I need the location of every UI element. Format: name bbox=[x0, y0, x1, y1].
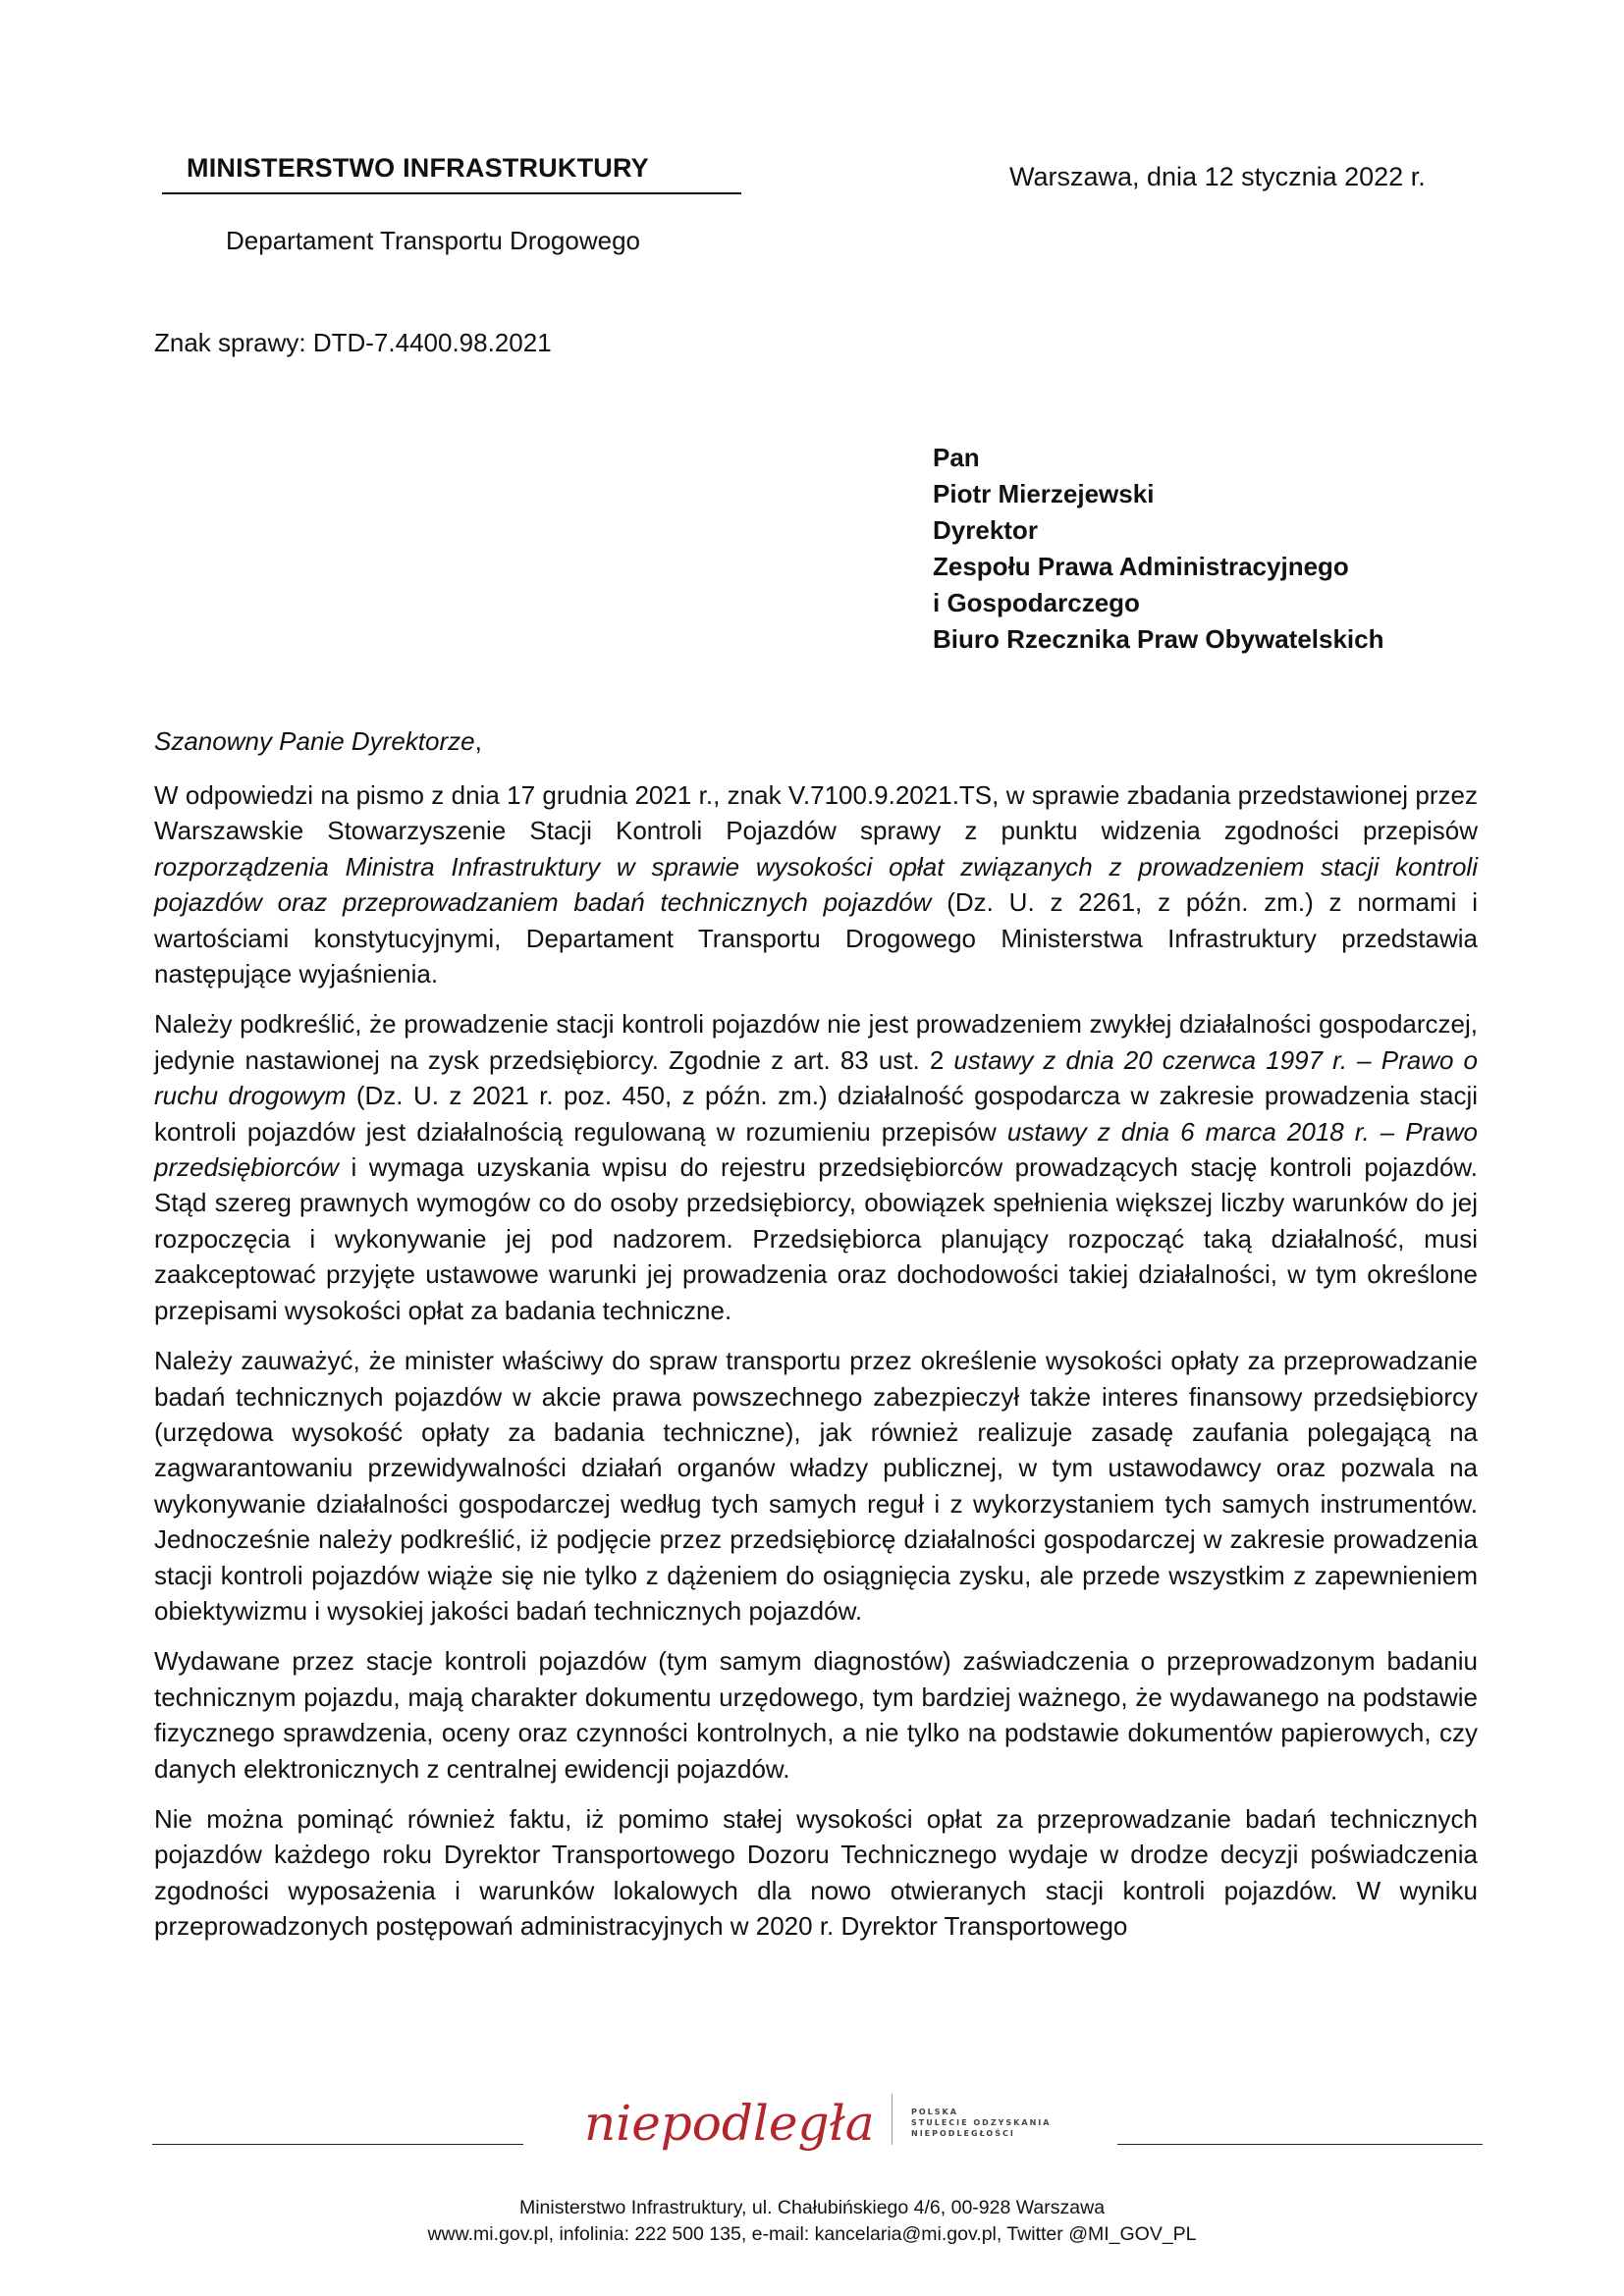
paragraph-5: Nie można pominąć również faktu, iż pomimo stałej wysokości opłat za przeprowadzanie badań technicznych pojazdów każdego roku Dyrektor Transportowego Dozoru Technicznego wydaje w drodze decyzji poświadczenia zgodności wyposażenia i warunków lokalowych dla nowo otwieranych stacji kontroli pojazdów. W wyniku przeprowadzonych postępowań administracyjnych w 2020 r. Dyrektor Transportowego bbox=[154, 1803, 1478, 1942]
paragraph-3: Należy zauważyć, że minister właściwy do spraw transportu przez określenie wysokości opłaty za przeprowadzanie badań technicznych pojazdów w akcie prawa powszechnego zabezpieczył także interes finansowy przedsiębiorcy (urzędowa wysokość opłaty za badania techniczne), jak również realizuje zasadę zaufania polegającą na zagwarantowaniu przewidywalności działań organów władzy publicznej, w tym ustawodawcy oraz pozwala na wykonywanie działalności gospodarczej według tych samych reguł i z wykorzystaniem tych samych instrumentów. Jednocześnie należy podkreślić, iż podjęcie przez przedsiębiorcę działalności gospodarczej w zakresie prowadzenia stacji kontroli pojazdów wiąże się nie tylko z dążeniem do osiągnięcia zysku, ale przede wszystkim z zapewnieniem obiektywizmu i wysokiej jakości badań technicznych pojazdów. bbox=[154, 1346, 1478, 1626]
logo-caption-line: NIEPODLEGŁOŚCI bbox=[911, 2129, 1015, 2138]
regulation-title: rozporządzenia Ministra Infrastruktury w sprawie wysokości opłat związanych z prowadzeniem stacji kontroli pojazdów oraz przeprowadzaniem badań technicznych pojazdów bbox=[154, 851, 1478, 918]
ministry-name: MINISTERSTWO INFRASTRUKTURY bbox=[187, 153, 649, 183]
logo-caption-line: STULECIE ODZYSKANIA bbox=[911, 2118, 1052, 2127]
salutation bbox=[154, 726, 482, 757]
logo-wordmark: niepodległa bbox=[584, 2095, 875, 2152]
addressee-line: i Gospodarczego bbox=[933, 588, 1140, 617]
case-reference: Znak sprawy: DTD-7.4400.98.2021 bbox=[154, 328, 552, 357]
ministry-underline bbox=[162, 192, 741, 194]
paragraph-text: (Dz. U. z 2021 r. poz. 450, z późn. zm.) działalność gospodarcza w zakresie prowadzenia stacji kontroli pojazdów jest działalnością regulowaną w rozumieniu przepisów bbox=[154, 1081, 1478, 1147]
salutation-text: Szanowny Panie Dyrektorze bbox=[154, 726, 475, 756]
act-title: ustawy z dnia 6 marca 2018 r. – Prawo przedsiębiorców bbox=[154, 1116, 1478, 1183]
footer-address bbox=[0, 2195, 1624, 2248]
department-name: Departament Transportu Drogowego bbox=[226, 226, 641, 255]
footer-rule-left bbox=[152, 2144, 523, 2145]
paragraph-text: i wymaga uzyskania wpisu do rejestru przedsiębiorców prowadzących stację kontroli pojazdów. Stąd szereg prawnych wymogów co do osoby przedsiębiorcy, obowiązek spełnienia większej liczby warunków do jej rozpoczęcia i wykonywanie jej pod nadzorem. Przedsiębiorca planujący rozpocząć taką działalność, musi zaakceptować przyjęte ustawowe warunki jej prowadzenia oraz dochodowości takiej działalności, w tym określone przepisami wysokości opłat za badania techniczne. bbox=[154, 1152, 1478, 1325]
addressee-line: Piotr Mierzejewski bbox=[933, 479, 1155, 508]
paragraph-4: Wydawane przez stacje kontroli pojazdów (tym samym diagnostów) zaświadczenia o przeprowadzonym badaniu technicznym pojazdu, mają charakter dokumentu urzędowego, tym bardziej ważnego, że wydawanego na podstawie fizycznego sprawdzenia, oceny oraz czynności kontrolnych, a nie tylko na podstawie dokumentów papierowych, czy danych elektronicznych z centralnej ewidencji pojazdów. bbox=[154, 1646, 1478, 1784]
act-title: ustawy z dnia 20 czerwca 1997 r. – Prawo o ruchu drogowym bbox=[154, 1044, 1478, 1111]
salutation-punct: , bbox=[474, 726, 482, 756]
logo-caption bbox=[911, 2107, 1051, 2139]
footer-address-line: Ministerstwo Infrastruktury, ul. Chałubińskiego 4/6, 00-928 Warszawa bbox=[518, 2197, 1106, 2218]
footer-rule-right bbox=[1117, 2144, 1483, 2145]
paragraph-1 bbox=[154, 777, 1478, 991]
footer-contact-line: www.mi.gov.pl, infolinia: 222 500 135, e-mail: kancelaria@mi.gov.pl, Twitter @MI_GOV_PL bbox=[427, 2223, 1197, 2245]
paragraph-text: Należy podkreślić, że prowadzenie stacji kontroli pojazdów nie jest prowadzeniem zwykłej działalności gospodarczej, jedynie nastawionej na zysk przedsiębiorcy. Zgodnie z art. 83 ust. 2 bbox=[154, 1009, 1478, 1075]
paragraph-text: (Dz. U. z 2261, z późn. zm.) z normami i wartościami konstytucyjnymi, Departament Transportu Drogowego Ministerstwa Infrastruktury przedstawia następujące wyjaśnienia. bbox=[154, 887, 1479, 989]
logo-divider bbox=[892, 2094, 893, 2145]
addressee-line: Zespołu Prawa Administracyjnego bbox=[933, 552, 1349, 581]
letter-date: Warszawa, dnia 12 stycznia 2022 r. bbox=[1009, 162, 1426, 191]
addressee-line: Dyrektor bbox=[933, 515, 1038, 545]
addressee-line: Pan bbox=[933, 443, 980, 472]
paragraph-2 bbox=[154, 1006, 1478, 1328]
logo-caption-line: POLSKA bbox=[911, 2108, 958, 2116]
addressee-block bbox=[933, 440, 1384, 658]
paragraph-text: W odpowiedzi na pismo z dnia 17 grudnia 2021 r., znak V.7100.9.2021.TS, w sprawie zbadania przedstawionej przez Warszawskie Stowarzyszenie Stacji Kontroli Pojazdów sprawy z punktu widzenia zgodności przepisów bbox=[154, 780, 1478, 846]
letter-body bbox=[154, 777, 1478, 1959]
addressee-line: Biuro Rzecznika Praw Obywatelskich bbox=[933, 624, 1384, 654]
